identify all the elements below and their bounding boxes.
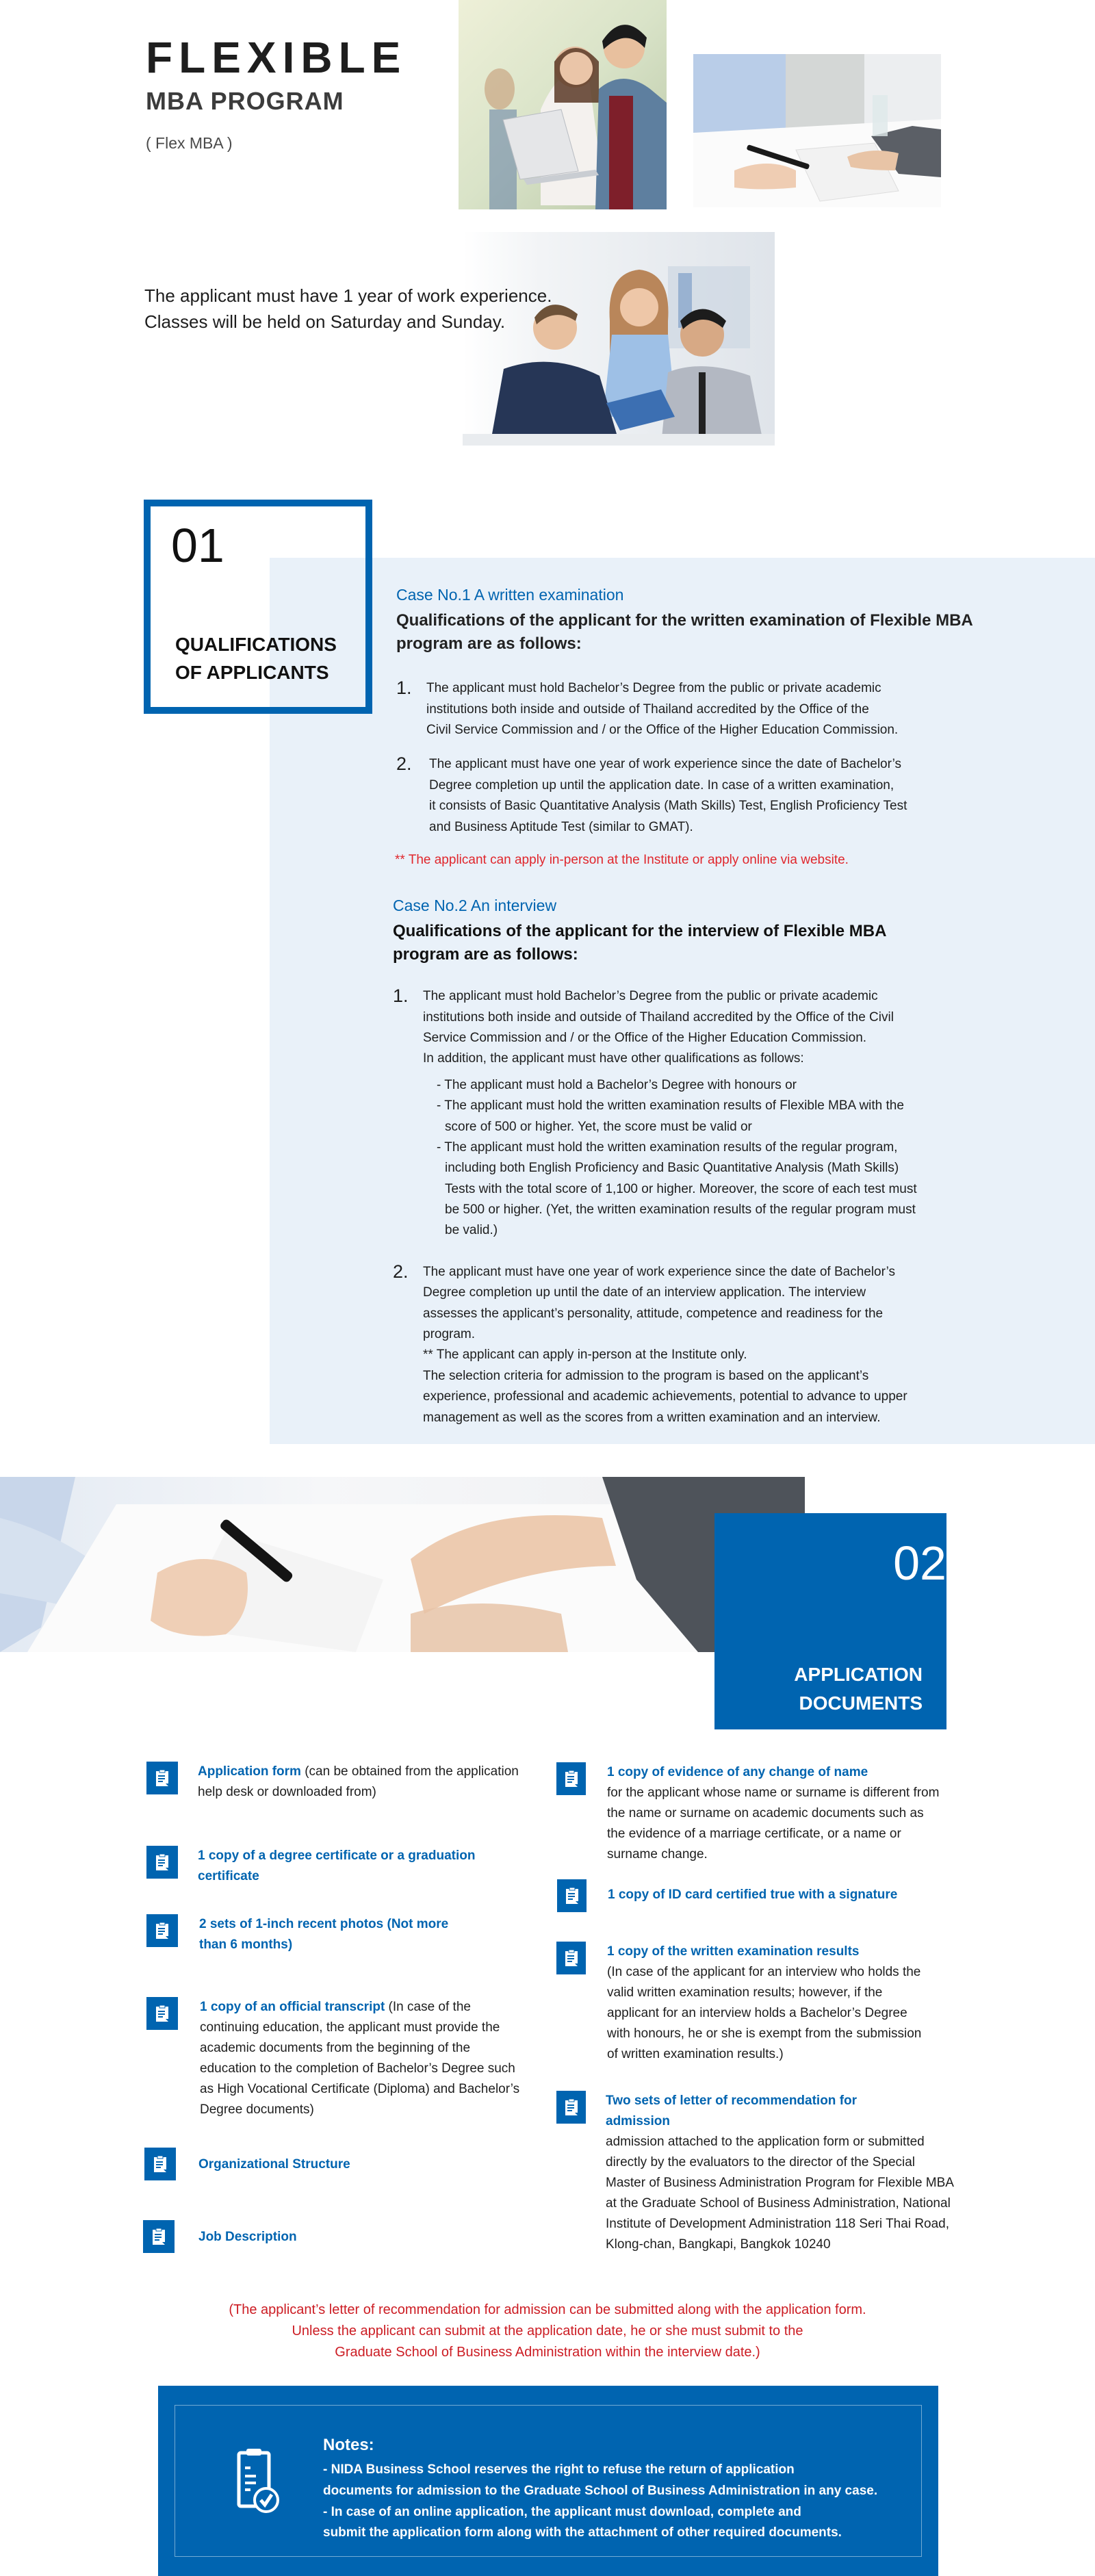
clipboard-icon	[556, 1942, 586, 1974]
hero-schedule-text: Classes will be held on Saturday and Sunday.	[144, 311, 506, 332]
clipboard-check-icon	[233, 2449, 280, 2519]
clipboard-icon	[144, 2148, 176, 2180]
case-2-lead: Qualifications of the applicant for the interview of Flexible MBA program are as follows:	[393, 921, 887, 964]
program-title: FLEXIBLE	[146, 33, 407, 82]
signing-contract-banner-photo	[0, 1477, 805, 1652]
clipboard-icon	[557, 1879, 587, 1912]
hero-requirement-text: The applicant must have 1 year of work experience.	[144, 285, 552, 306]
section-02-card	[714, 1513, 946, 1729]
notes-title: Notes:	[323, 2436, 374, 2454]
clipboard-icon	[146, 1997, 178, 2030]
doc-photos: 2 sets of 1-inch recent photos (Not more than 6 months)	[146, 1914, 530, 1955]
notes-list: - NIDA Business School reserves the right to refuse the return of application documents for admission to the Graduate School of Business Administration in any case. - In case of an online application, the applicant must download, complete and submit the application form along with the attachment of other required documents.	[323, 2462, 878, 2540]
case-1-block	[396, 586, 999, 868]
doc-id-card: 1 copy of ID card certified true with a signature	[557, 1879, 968, 1912]
case-1-item-1: 1. The applicant must hold Bachelor’s Degree from the public or private academic institutions both inside and outside of Thailand accredited by the Office of the Civil Service Commission and / or the Office of the Higher Education Commission.	[396, 678, 899, 737]
case-2-item-1: 1. The applicant must hold Bachelor’s Degree from the public or private academic institutions both inside and outside of Thailand accredited by the Office of the Civil Service Commission and / or the Office of the Higher Education Commission. In addition, the applicant must have other qualifications as follows: - The applicant must hold a Bachelor’s Degree with honours or - The applicant must hold the written examination results of Flexible MBA with the score of 500 or higher. Yet, the score must be valid or - The applicant must hold the written examination results of the regular program, including both English Proficiency and Basic Quantitative Analysis (Math Skills) Tests with the total score of 1,100 or higher. Moreover, the score of each test must be 500 or higher. (Yet, the written examination results of the regular program must be valid.)	[393, 986, 995, 1241]
clipboard-icon	[556, 1762, 586, 1795]
clipboard-icon	[556, 2091, 586, 2124]
team-meeting-photo	[463, 232, 775, 446]
case-2-sub-list: - The applicant must hold a Bachelor’s Degree with honours or - The applicant must hold the written examination results of Flexible MBA with the score of 500 or higher. Yet, the score must be valid or - The applicant must hold the written examination results of the regular program, including both English Proficiency and Basic Quantitative Analysis (Math Skills) Tests with the total score of 1,100 or higher. Moreover, the score of each test must be 500 or higher. (Yet, the written examination results of the regular program must be valid.)	[437, 1077, 917, 1238]
recommendation-submission-note: (The applicant’s letter of recommendation for admission can be submitted along with the application form. Unless the applicant can submit at the application date, he or she must submit to the Graduate School of Business Administration within the interview date.)	[229, 2302, 866, 2360]
doc-organizational-structure[interactable]: Organizational Structure	[144, 2148, 528, 2180]
doc-change-of-name: 1 copy of evidence of any change of name for the applicant whose name or surname is different from the name or surname on academic documents such as the evidence of a marriage certificate, or a name or surname change.	[556, 1762, 967, 1865]
case-2-block	[393, 897, 995, 1428]
doc-application-form[interactable]: Application form (can be obtained from the application help desk or downloaded from)	[146, 1762, 530, 1803]
case-2-title: Case No.2 An interview	[393, 897, 557, 914]
section-number: 01	[171, 519, 224, 572]
case-1-title: Case No.1 A written examination	[396, 586, 624, 604]
doc-degree-certificate: 1 copy of a degree certificate or a graduation certificate	[146, 1846, 530, 1887]
clipboard-icon	[146, 1914, 178, 1947]
clipboard-icon	[143, 2220, 175, 2253]
notes-panel	[158, 2386, 938, 2576]
case-1-item-2: 2. The applicant must have one year of work experience since the date of Bachelor’s Degree completion up until the application date. In case of a written examination, it consists of Basic Quantitative Analysis (Math Skills) Test, English Proficiency Test and Business Aptitude Test (similar to GMAT).	[396, 754, 907, 834]
doc-job-description[interactable]: Job Description	[143, 2220, 526, 2253]
program-subtitle: MBA PROGRAM	[146, 87, 344, 115]
section-heading: APPLICATION DOCUMENTS	[794, 1664, 923, 1714]
program-short-name: ( Flex MBA )	[146, 134, 233, 152]
section-heading: QUALIFICATIONS OF APPLICANTS	[175, 634, 337, 683]
clipboard-icon	[146, 1762, 178, 1794]
case-1-apply-note: ** The applicant can apply in-person at the Institute or apply online via website.	[395, 852, 849, 867]
students-with-laptop-photo	[459, 0, 667, 209]
section-number: 02	[893, 1536, 946, 1590]
clipboard-icon	[146, 1846, 178, 1879]
signing-document-photo	[693, 54, 941, 207]
case-2-item-2: 2. The applicant must have one year of work experience since the date of Bachelor’s Degree completion up until the date of an interview application. The interview assesses the applicant’s personality, attitude, competence and readiness for the program. ** The applicant can apply in-person at the Institute only. The selection criteria for admission to the program is based on the applicant’s experience, professional and academic achievements, potential to advance to upper management as well as the scores from a written examination and an interview.	[393, 1261, 907, 1425]
doc-transcript: 1 copy of an official transcript (In case of the continuing education, the applicant must provide the academic documents from the beginning of the education to the completion of Bachelor’s Degree such as High Vocational Certificate (Diploma) and Bachelor’s Degree documents)	[146, 1997, 530, 2120]
case-1-lead: Qualifications of the applicant for the written examination of Flexible MBA program are as follows:	[396, 610, 973, 654]
doc-exam-results: 1 copy of the written examination results (In case of the applicant for an interview who holds the valid written examination results; however, if the applicant for an interview holds a Bachelor’s Degree with honours, he or she is exempt from the submission of written examination results.)	[556, 1942, 967, 2065]
doc-recommendation-letter: Two sets of letter of recommendation for admission admission attached to the application form or submitted directly by the evaluators to the director of the Special Master of Business Administration Program for Flexible MBA at the Graduate School of Business Administration, National Institute of Development Administration 118 Seri Thai Road, Klong-chan, Bangkapi, Bangkok 10240	[556, 2091, 967, 2255]
